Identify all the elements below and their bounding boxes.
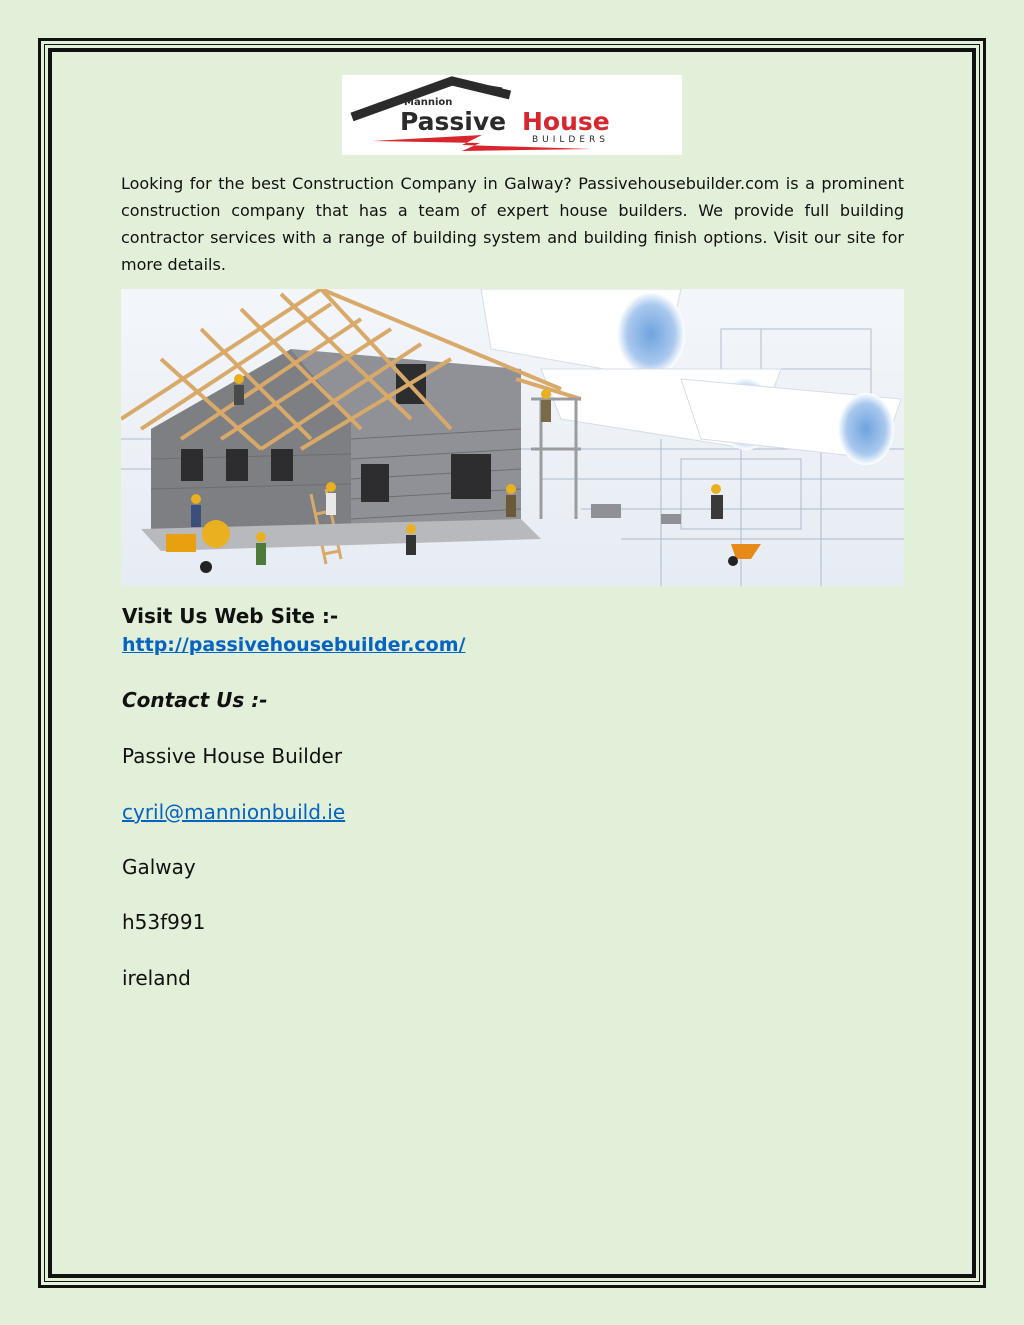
company-logo	[342, 75, 682, 155]
logo-graphic	[342, 75, 682, 155]
visit-website-heading: Visit Us Web Site :-	[122, 604, 339, 628]
contact-heading: Contact Us :-	[122, 688, 268, 712]
logo-text-house: House	[522, 107, 610, 136]
contact-city: Galway	[122, 855, 196, 879]
contact-email-link[interactable]: cyril@mannionbuild.ie	[122, 800, 346, 824]
website-link[interactable]: http://passivehousebuilder.com/	[122, 634, 466, 656]
contact-postcode: h53f991	[122, 910, 206, 934]
logo-text-passive: Passive	[400, 107, 507, 136]
contact-company-name: Passive House Builder	[122, 744, 343, 768]
logo-text-top: Mannion	[404, 97, 453, 108]
intro-paragraph: Looking for the best Construction Company in Galway? Passivehousebuilder.com is a prominent construction company that has a team of expert house builders. We provide full building contractor services with a range of building system and building finish options. Visit our site for more details.	[121, 174, 904, 274]
house-blueprint-illustration	[121, 289, 904, 586]
contact-country: ireland	[122, 966, 191, 990]
logo-text-builders: BUILDERS	[532, 135, 610, 145]
construction-photo	[121, 289, 904, 586]
